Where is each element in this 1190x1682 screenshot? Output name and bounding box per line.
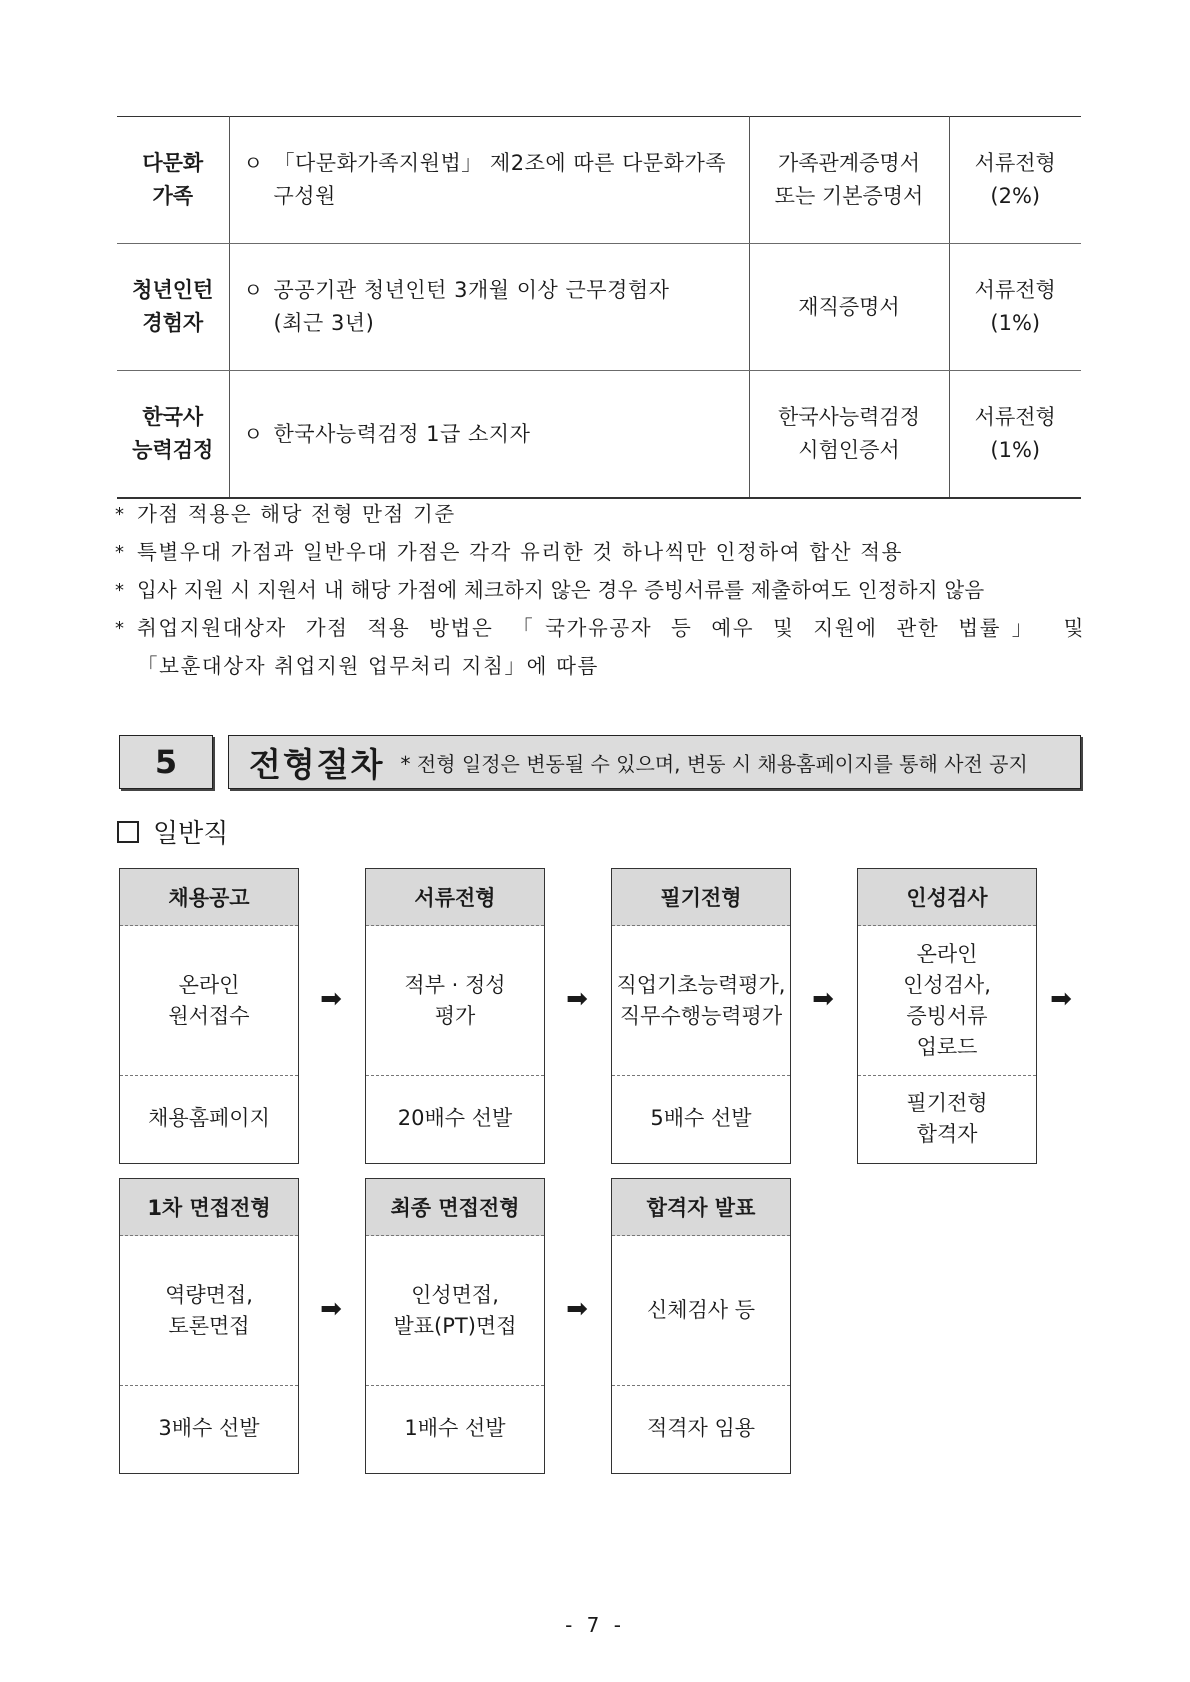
requirement-cell: ㅇ 「다문화가족지원법」 제2조에 따른 다문화가족 구성원 (229, 117, 749, 244)
arrow-right-icon: ➡ (1050, 984, 1072, 1014)
asterisk-icon: * (115, 580, 125, 601)
stage-cell: 서류전형 (1%) (949, 371, 1081, 499)
bonus-points-table (117, 116, 1081, 499)
document-cell: 한국사능력검정 시험인증서 (749, 371, 949, 499)
requirement-cell: ㅇ 한국사능력검정 1급 소지자 (229, 371, 749, 499)
document-cell: 재직증명서 (749, 244, 949, 371)
requirement-cell: ㅇ 공공기관 청년인턴 3개월 이상 근무경험자 (최근 3년) (229, 244, 749, 371)
asterisk-icon: * (115, 504, 126, 525)
page-number: - 7 - (565, 1613, 625, 1637)
stage-title: 인성검사 (858, 869, 1036, 926)
stage-footer: 필기전형 합격자 (906, 1090, 988, 1146)
stage-body: 인성면접, 발표(PT)면접 (366, 1236, 544, 1386)
arrow-right-icon: ➡ (566, 984, 588, 1014)
arrow-right-icon: ➡ (320, 984, 342, 1014)
category-cell: 한국사 능력검정 (117, 371, 229, 499)
stage-title: 합격자 발표 (612, 1179, 790, 1236)
stage-footer: 3배수 선발 (158, 1416, 260, 1440)
stage-box (857, 868, 1037, 1164)
stage-footer: 20배수 선발 (397, 1106, 513, 1130)
stage-title: 서류전형 (366, 869, 544, 926)
stage-box (119, 1178, 299, 1474)
section-number: 5 (119, 735, 213, 789)
stage-title: 필기전형 (612, 869, 790, 926)
stage-body: 역량면접, 토론면접 (120, 1236, 298, 1386)
note-item: * 특별우대 가점과 일반우대 가점은 각각 유리한 것 하나씩만 인정하여 합산 적용 (115, 533, 1085, 571)
square-bullet-icon (117, 821, 139, 843)
asterisk-icon: * (115, 542, 126, 563)
stage-body: 온라인 인성검사, 증빙서류 업로드 (858, 926, 1036, 1076)
circle-bullet-icon: ㅇ (243, 151, 263, 175)
note-item: * 가점 적용은 해당 전형 만점 기준 (115, 495, 1085, 533)
stage-body: 적부 · 정성 평가 (366, 926, 544, 1076)
notes (115, 495, 1085, 685)
circle-bullet-icon: ㅇ (243, 421, 263, 446)
stage-box (119, 868, 299, 1164)
table-row (117, 117, 1081, 244)
section-title-box (228, 735, 1081, 789)
stage-box (365, 1178, 545, 1474)
stage-box (611, 868, 791, 1164)
asterisk-icon: * (115, 618, 126, 639)
stage-title: 1차 면접전형 (120, 1179, 298, 1236)
arrow-right-icon: ➡ (812, 984, 834, 1014)
arrow-right-icon: ➡ (566, 1294, 588, 1324)
stage-footer: 채용홈페이지 (148, 1106, 270, 1130)
stage-body: 신체검사 등 (612, 1236, 790, 1386)
table-row (117, 371, 1081, 499)
category-cell: 다문화 가족 (117, 117, 229, 244)
arrow-right-icon: ➡ (320, 1294, 342, 1324)
stage-cell: 서류전형 (2%) (949, 117, 1081, 244)
stage-cell: 서류전형 (1%) (949, 244, 1081, 371)
stage-box (611, 1178, 791, 1474)
stage-footer: 적격자 임용 (646, 1416, 756, 1440)
stage-title: 채용공고 (120, 869, 298, 926)
stage-box (365, 868, 545, 1164)
note-item: * 취업지원대상자 가점 적용 방법은 「국가유공자 등 예우 및 지원에 관한 법률」 및 (115, 609, 1085, 647)
document-cell: 가족관계증명서 또는 기본증명서 (749, 117, 949, 244)
stage-footer: 5배수 선발 (650, 1106, 752, 1130)
stage-title: 최종 면접전형 (366, 1179, 544, 1236)
table-row (117, 244, 1081, 371)
subheading: 일반직 (117, 813, 228, 850)
stage-body: 직업기초능력평가, 직무수행능력평가 (612, 926, 790, 1076)
section-note: * 전형 일정은 변동될 수 있으며, 변동 시 채용홈페이지를 통해 사전 공지 (400, 751, 1028, 776)
section-title: 전형절차 (249, 744, 385, 784)
note-continuation: 「보훈대상자 취업지원 업무처리 지침」에 따름 (137, 654, 599, 678)
note-item: * 입사 지원 시 지원서 내 해당 가점에 체크하지 않은 경우 증빙서류를 제출하여도 인정하지 않음 (115, 571, 1085, 609)
stage-body: 온라인 원서접수 (120, 926, 298, 1076)
stage-footer: 1배수 선발 (404, 1416, 506, 1440)
category-cell: 청년인턴 경험자 (117, 244, 229, 371)
circle-bullet-icon: ㅇ (243, 278, 263, 302)
